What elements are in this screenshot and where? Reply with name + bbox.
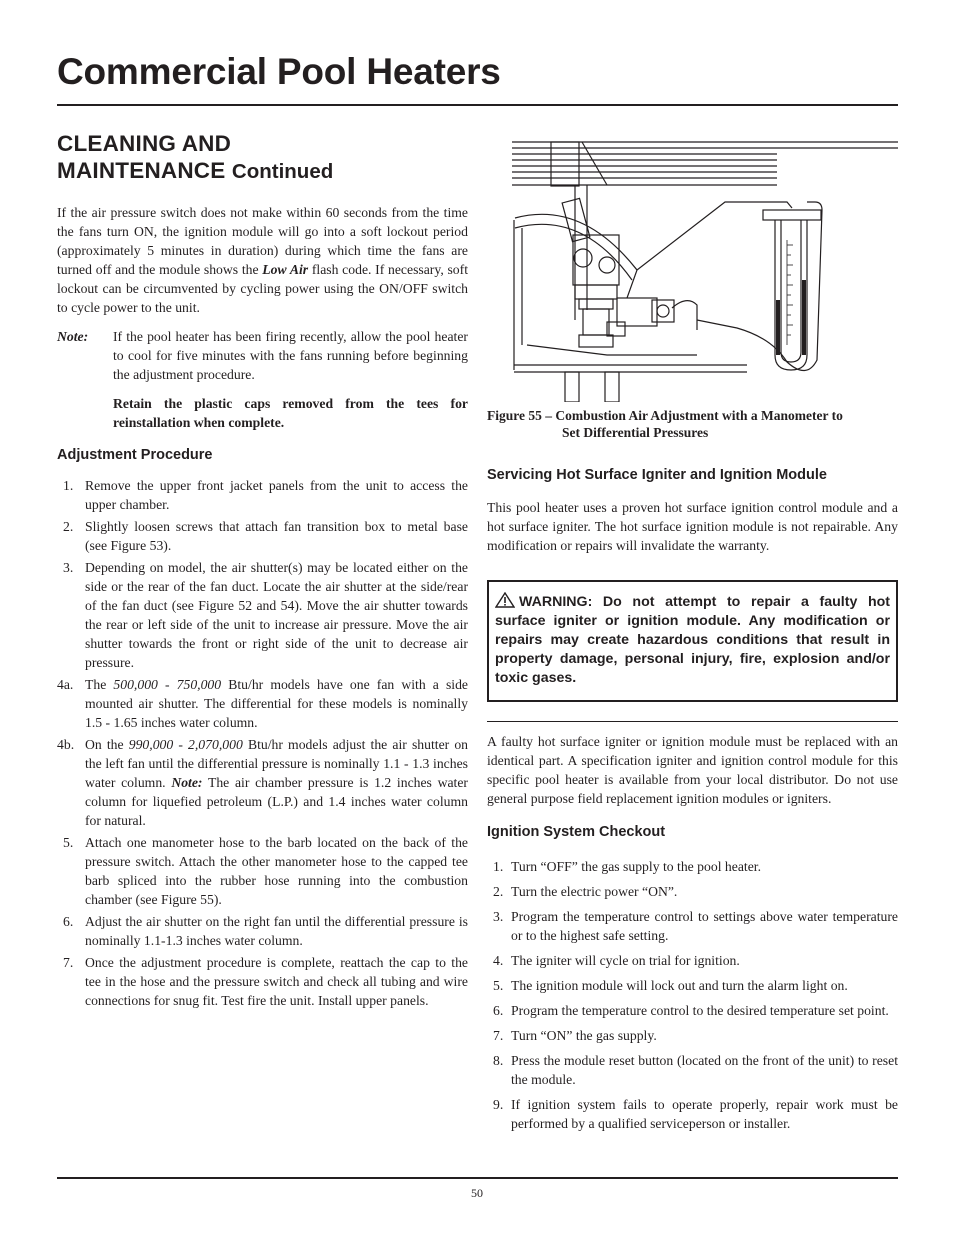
note-text: If the pool heater has been firing recently, allow the pool heater to cool for five minutes with the fans running before beginning the adjustment procedure. xyxy=(113,329,468,382)
list-item: 6. Program the temperature control to the desired temperature set point. xyxy=(493,1003,889,1018)
list-item-4b: 4b. On the 990,000 - 2,070,000 Btu/hr models adjust the air shutter on the left fan until the differential pressure is nominally 1.1 - 1.3 inches water column. Note: The air chamber pressure is 1.2 inches water column for liquefied petroleum (L.P.) and 1.4 inches water column for natural. xyxy=(57,737,469,828)
heading-line2: MAINTENANCE xyxy=(57,158,226,183)
figure-caption-line2: Set Differential Pressures xyxy=(562,425,709,440)
figure-55-illustration xyxy=(487,140,898,402)
list-item: 7. Turn “ON” the gas supply. xyxy=(493,1028,657,1043)
list-item: 5. Attach one manometer hose to the barb located on the back of the pressure switch. Attach the other manometer hose to the capped tee barb spliced into the rubber hose running into the combustion chamber (see Figure 55). xyxy=(63,835,468,907)
list-item: 7. Once the adjustment procedure is complete, reattach the cap to the tee in the hose and the pressure switch and check all tubing and wire connections for snug fit. Test fire the unit. Install upper panels. xyxy=(63,955,468,1008)
heading-line1: CLEANING AND xyxy=(57,131,232,156)
list-item-4a: 4a. The 500,000 - 750,000 Btu/hr models have one fan with a side mounted air shutter. The differential for these models is nominally 1.5 - 1.65 inches water column. xyxy=(57,677,469,730)
list-item: 4. The igniter will cycle on trial for ignition. xyxy=(493,953,740,968)
page-number: 50 xyxy=(471,1186,483,1200)
warning-box xyxy=(487,580,898,702)
list-item: 1. Remove the upper front jacket panels from the unit to access the upper chamber. xyxy=(63,478,468,512)
warning-text: WARNING: Do not attempt to repair a faulty hot surface igniter or ignition module. Any modification or repairs may create hazardous conditions that result in property damage, personal injury, fire, explosion and/or toxic gases. xyxy=(495,594,890,686)
list-item: 3. Depending on model, the air shutter(s) may be located either on the side or the rear of the fan duct. Locate the air shutter at the side/rear of the fan duct (see Figure 52 and 54). Move the air shutter towards the rear or left side of the unit to increase air pressure. Move the air shutter towards the front or right side of the unit to decrease air pressure. xyxy=(63,560,468,670)
right-column xyxy=(487,140,898,1139)
intro-text-after: flash code. If necessary, soft lockout can be circumvented by cycling power using the ON/OFF switch to cycle power to the unit. xyxy=(57,262,469,315)
intro-text-before: If the air pressure switch does not make within 60 seconds from the time the fans turn ON, the ignition module will go into a soft lockout period (approximately 5 minutes in duration) during which time the fans are turned off and the module shows the xyxy=(57,205,468,277)
list-item: 8. Press the module reset button (located on the front of the unit) to reset the module. xyxy=(493,1053,898,1087)
list-item: 2. Turn the electric power “ON”. xyxy=(493,884,678,899)
ignition-checkout-heading: Ignition System Checkout xyxy=(487,824,666,840)
adjustment-steps xyxy=(57,476,468,1010)
note-block xyxy=(57,327,468,432)
list-item: 9. If ignition system fails to operate properly, repair work must be performed by a qualified serviceperson or installer. xyxy=(493,1097,898,1131)
section-heading xyxy=(57,130,468,185)
list-item: 6. Adjust the air shutter on the right fan until the differential pressure is nominally 1.1-1.3 inches water column. xyxy=(63,914,468,948)
warning-paragraph xyxy=(495,592,890,688)
servicing-paragraph: This pool heater uses a proven hot surface ignition control module and a hot surface igniter. The hot surface ignition module is not repairable. Any modification or repairs will invalidate the warranty. xyxy=(487,500,898,553)
footer-rule xyxy=(57,1177,898,1179)
low-air-code: Low Air xyxy=(262,262,309,277)
warning-triangle-icon xyxy=(495,592,515,608)
intro-paragraph xyxy=(57,203,468,317)
page-title: Commercial Pool Heaters xyxy=(57,51,501,92)
list-item: 2. Slightly loosen screws that attach fan transition box to metal base (see Figure 53). xyxy=(63,519,468,553)
faulty-igniter-paragraph: A faulty hot surface igniter or ignition module must be replaced with an identical part. A specification igniter and ignition control module for this specific pool heater is available from your local distributor. Do not use general purpose field replacement ignition modules or igniters. xyxy=(487,734,898,806)
list-item: 1. Turn “OFF” the gas supply to the pool heater. xyxy=(493,859,762,874)
list-item: 5. The ignition module will lock out and turn the alarm light on. xyxy=(493,978,848,993)
title-rule xyxy=(57,104,898,106)
figure-caption-line1: Figure 55 – Combustion Air Adjustment with a Manometer to xyxy=(487,408,843,423)
retain-caps-text: Retain the plastic caps removed from the tees for reinstallation when complete. xyxy=(113,396,468,430)
divider xyxy=(487,721,898,722)
note-label: Note: xyxy=(57,329,89,344)
manometer-diagram xyxy=(487,140,898,402)
figure-caption xyxy=(487,407,898,441)
heading-continued: Continued xyxy=(231,160,334,183)
adjustment-procedure-heading: Adjustment Procedure xyxy=(57,447,213,463)
servicing-heading: Servicing Hot Surface Igniter and Ignition Module xyxy=(487,467,827,483)
checkout-steps xyxy=(487,857,898,1133)
list-item: 3. Program the temperature control to settings above water temperature or to the highest safe setting. xyxy=(493,909,898,943)
left-column xyxy=(57,130,468,1013)
